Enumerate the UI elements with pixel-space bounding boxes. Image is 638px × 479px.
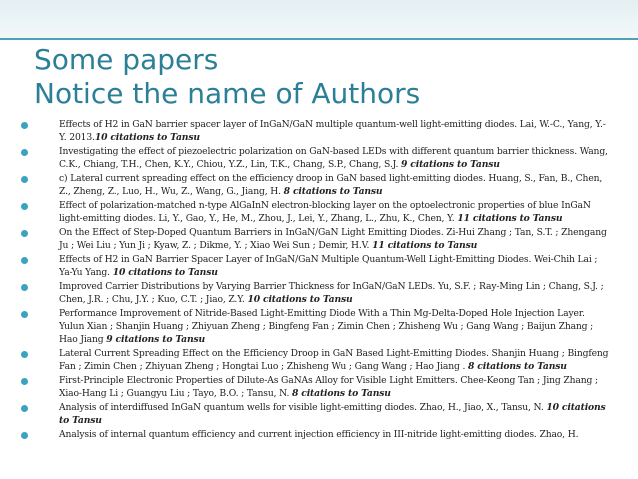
bullet-icon	[21, 378, 28, 385]
citation-count: 9 citations to Tansu	[401, 159, 500, 171]
paper-reference: Investigating the effect of piezoelectric polarization on GaN-based LEDs with different quantum barrier thickness. Wang, C.K., Chiang, T.H., Chen, K.Y., Chiou, Y.Z., Lin, T.K., Chang, S.P., Chang, S.J.	[59, 145, 608, 171]
bullet-icon	[21, 311, 28, 318]
bullet-icon	[21, 203, 28, 210]
bullet-icon	[21, 176, 28, 183]
bullet-icon	[21, 405, 28, 412]
list-item	[21, 374, 611, 401]
paper-reference: Effects of H2 in GaN barrier spacer layer of InGaN/GaN multiple quantum-well light-emitting diodes. Lai, W.-C., Yang, Y.-Y. 2013.	[59, 119, 606, 144]
citation-count: 10 citations to Tansu	[94, 132, 200, 144]
paper-reference: On the Effect of Step-Doped Quantum Barriers in InGaN/GaN Light Emitting Diodes. Zi-Hui Zhang ; Tan, S.T. ; Zhengang Ju ; Wei Liu ; Yun Ji ; Kyaw, Z. ; Dikme, Y. ; Xiao Wei Sun ; Demir, H.V.	[59, 226, 607, 252]
list-item	[21, 253, 611, 280]
header-rule	[0, 38, 638, 40]
list-item	[21, 226, 611, 253]
list-item	[21, 307, 611, 347]
list-item	[21, 118, 611, 145]
citation-count: 8 citations to Tansu	[468, 361, 567, 373]
bullet-icon	[21, 432, 28, 439]
header-band	[0, 0, 638, 38]
citation-count: 10 citations to Tansu	[112, 267, 218, 279]
citation-count: 8 citations to Tansu	[291, 388, 391, 400]
paper-reference: Lateral Current Spreading Effect on the Efficiency Droop in GaN Based Light-Emitting Diodes. Shanjin Huang ; Bingfeng Fan ; Zimin Chen ; Zhiyuan Zheng ; Hongtai Luo ; Zhisheng Wu ; Gang Wang ; Hao Jiang .	[59, 348, 609, 373]
list-item	[21, 280, 611, 307]
list-item	[21, 428, 611, 441]
citation-count: 11 citations to Tansu	[372, 240, 478, 252]
paper-list	[21, 118, 611, 442]
paper-reference: Effect of polarization-matched n-type AlGaInN electron-blocking layer on the optoelectronic properties of blue InGaN light-emitting diodes. Li, Y., Gao, Y., He, M., Zhou, J., Lei, Y., Zhang, L., Zhu, K., Chen, Y.	[59, 199, 591, 225]
paper-reference: Performance Improvement of Nitride-Based Light-Emitting Diode With a Thin Mg-Delta-Doped Hole Injection Layer. Yulun Xian ; Shanjin Huang ; Zhiyuan Zheng ; Bingfeng Fan ; Zimin Chen ; Zhisheng Wu ; Gang Wang ; Baijun Zhang ; Hao Jiang	[59, 307, 594, 346]
list-item	[21, 401, 611, 428]
paper-reference: Analysis of internal quantum efficiency and current injection efficiency in III-nitride light-emitting diodes. Zhao, H.	[59, 429, 579, 441]
citation-count: 10 citations to Tansu	[59, 402, 606, 427]
list-item	[21, 347, 611, 374]
list-item	[21, 199, 611, 226]
paper-reference: First-Principle Electronic Properties of Dilute-As GaNAs Alloy for Visible Light Emitters. Chee-Keong Tan ; Jing Zhang ; Xiao-Hang Li ; Guangyu Liu ; Tayo, B.O. ; Tansu, N.	[59, 375, 598, 400]
bullet-icon	[21, 230, 28, 237]
bullet-icon	[21, 257, 28, 264]
bullet-icon	[21, 351, 28, 358]
bullet-icon	[21, 122, 28, 129]
bullet-icon	[21, 284, 28, 291]
paper-reference: c) Lateral current spreading effect on the efficiency droop in GaN based light-emitting diodes. Huang, S., Fan, B., Chen, Z., Zheng, Z., Luo, H., Wu, Z., Wang, G., Jiang, H.	[59, 172, 603, 198]
citation-count: 11 citations to Tansu	[457, 213, 563, 225]
paper-reference: Improved Carrier Distributions by Varying Barrier Thickness for InGaN/GaN LEDs. Yu, S.F. ; Ray-Ming Lin ; Chang, S.J. ; Chen, J.R. ; Chu, J.Y. ; Kuo, C.T. ; Jiao, Z.Y.	[59, 280, 604, 306]
citation-count: 8 citations to Tansu	[283, 186, 383, 198]
list-item	[21, 145, 611, 172]
title-line-2: Notice the name of Authors	[34, 77, 421, 110]
title-line-1: Some papers	[34, 43, 219, 76]
paper-reference: Effects of H2 in GaN Barrier Spacer Layer of InGaN/GaN Multiple Quantum-Well Light-Emitting Diodes. Wei-Chih Lai ; Ya-Yu Yang.	[59, 253, 598, 279]
slide-title	[34, 43, 420, 111]
bullet-icon	[21, 149, 28, 156]
citation-count: 10 citations to Tansu	[247, 294, 353, 306]
citation-count: 9 citations to Tansu	[106, 334, 206, 346]
paper-reference: Analysis of interdiffused InGaN quantum wells for visible light-emitting diodes. Zhao, H., Jiao, X., Tansu, N.	[59, 402, 547, 414]
list-item	[21, 172, 611, 199]
